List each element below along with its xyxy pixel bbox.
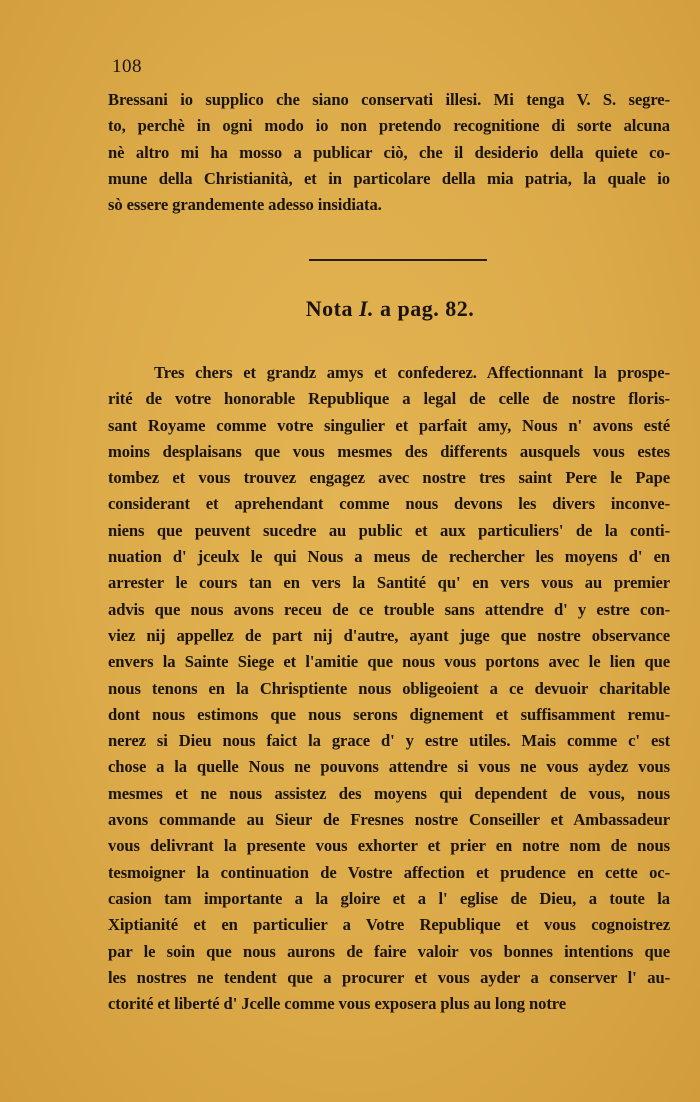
heading-suffix: a pag. 82. (374, 296, 475, 321)
text-line: considerant et aprehendant comme nous devons les divers inconve- (108, 494, 670, 514)
text-line: niens que peuvent sucedre au public et aux particuliers' de la conti- (108, 520, 670, 540)
text-line: mesmes et ne nous assistez des moyens qui dependent de vous, nous (108, 783, 670, 803)
text-line: Bressani io supplico che siano conservati illesi. Mi tenga V. S. segre- (108, 90, 670, 109)
section-heading (0, 296, 700, 322)
text-line: dont nous estimons que nous serons dignement et suffisamment remu- (108, 704, 670, 724)
text-line: arrester le cours tan en vers la Santité qu' en vers vous au premier (108, 573, 670, 593)
text-line: vous delivrant la presente vous exhorter et prier en notre nom de nous (108, 836, 670, 856)
text-line: envers la Sainte Siege et l'amitie que nous vous portons avec le lien que (108, 652, 670, 672)
text-line: tombez et vous trouvez engagez avec nostre tres saint Pere le Pape (108, 468, 670, 488)
heading-numeral: I. (358, 296, 375, 321)
text-line: rité de votre honorable Republique a legal de celle de nostre floris- (108, 389, 670, 409)
text-line: Xiptianité et en particulier a Votre Republique et vous cognoistrez (108, 915, 670, 935)
text-line: mune della Christianità, et in particolare della mia patria, la quale io (108, 168, 670, 188)
text-line: nuation d' jceulx le qui Nous a meus de rechercher les moyens d' en (108, 547, 670, 567)
text-line: chose a la quelle Nous ne pouvons attendre si vous ne vous aydez vous (108, 757, 670, 777)
text-line: les nostres ne tendent que a procurer et vous ayder a conserver l' au- (108, 967, 670, 987)
text-line: avons commande au Sieur de Fresnes nostre Conseiller et Ambassadeur (108, 810, 670, 830)
text-line: ctorité et liberté d' Jcelle comme vous exposera plus au long notre (108, 994, 566, 1014)
paragraph-italian-letter-end (108, 87, 670, 218)
text-line: sant Royame comme votre singulier et parfait amy, Nous n' avons esté (108, 415, 670, 435)
text-line: casion tam importante a la gloire et a l' eglise de Dieu, a toute la (108, 888, 670, 908)
text-line: to, perchè in ogni modo io non pretendo recognitione di sorte alcuna (108, 116, 670, 136)
heading-prefix: Nota (305, 296, 359, 321)
text-line: tesmoigner la continuation de Vostre affection et prudence en cette oc- (108, 862, 670, 882)
text-line: nous tenons en la Chrisptiente nous obligeoient a ce devuoir charitable (108, 678, 670, 698)
text-line: moins desplaisans que vous mesmes des differents ausquels vous estes (108, 441, 670, 461)
text-line: nerez si Dieu nous faict la grace d' y estre utiles. Mais comme c' est (108, 731, 670, 751)
text-line: viez nij appellez de part nij d'autre, ayant juge que nostre observance (108, 625, 670, 645)
text-line: sò essere grandemente adesso insidiata. (108, 195, 382, 215)
paragraph-french-letter (108, 360, 670, 1017)
text-line: advis que nous avons receu de ce trouble sans attendre d' y estre con- (108, 599, 670, 619)
text-line: nè altro mi ha mosso a publicar ciò, che il desiderio della quiete co- (108, 142, 670, 162)
text-line: par le soin que nous aurons de faire valoir vos bonnes intentions que (108, 941, 670, 961)
section-divider (309, 259, 487, 261)
text-line: Tres chers et grandz amys et confederez. Affectionnant la prospe- (154, 363, 670, 382)
page-number: 108 (112, 56, 142, 77)
